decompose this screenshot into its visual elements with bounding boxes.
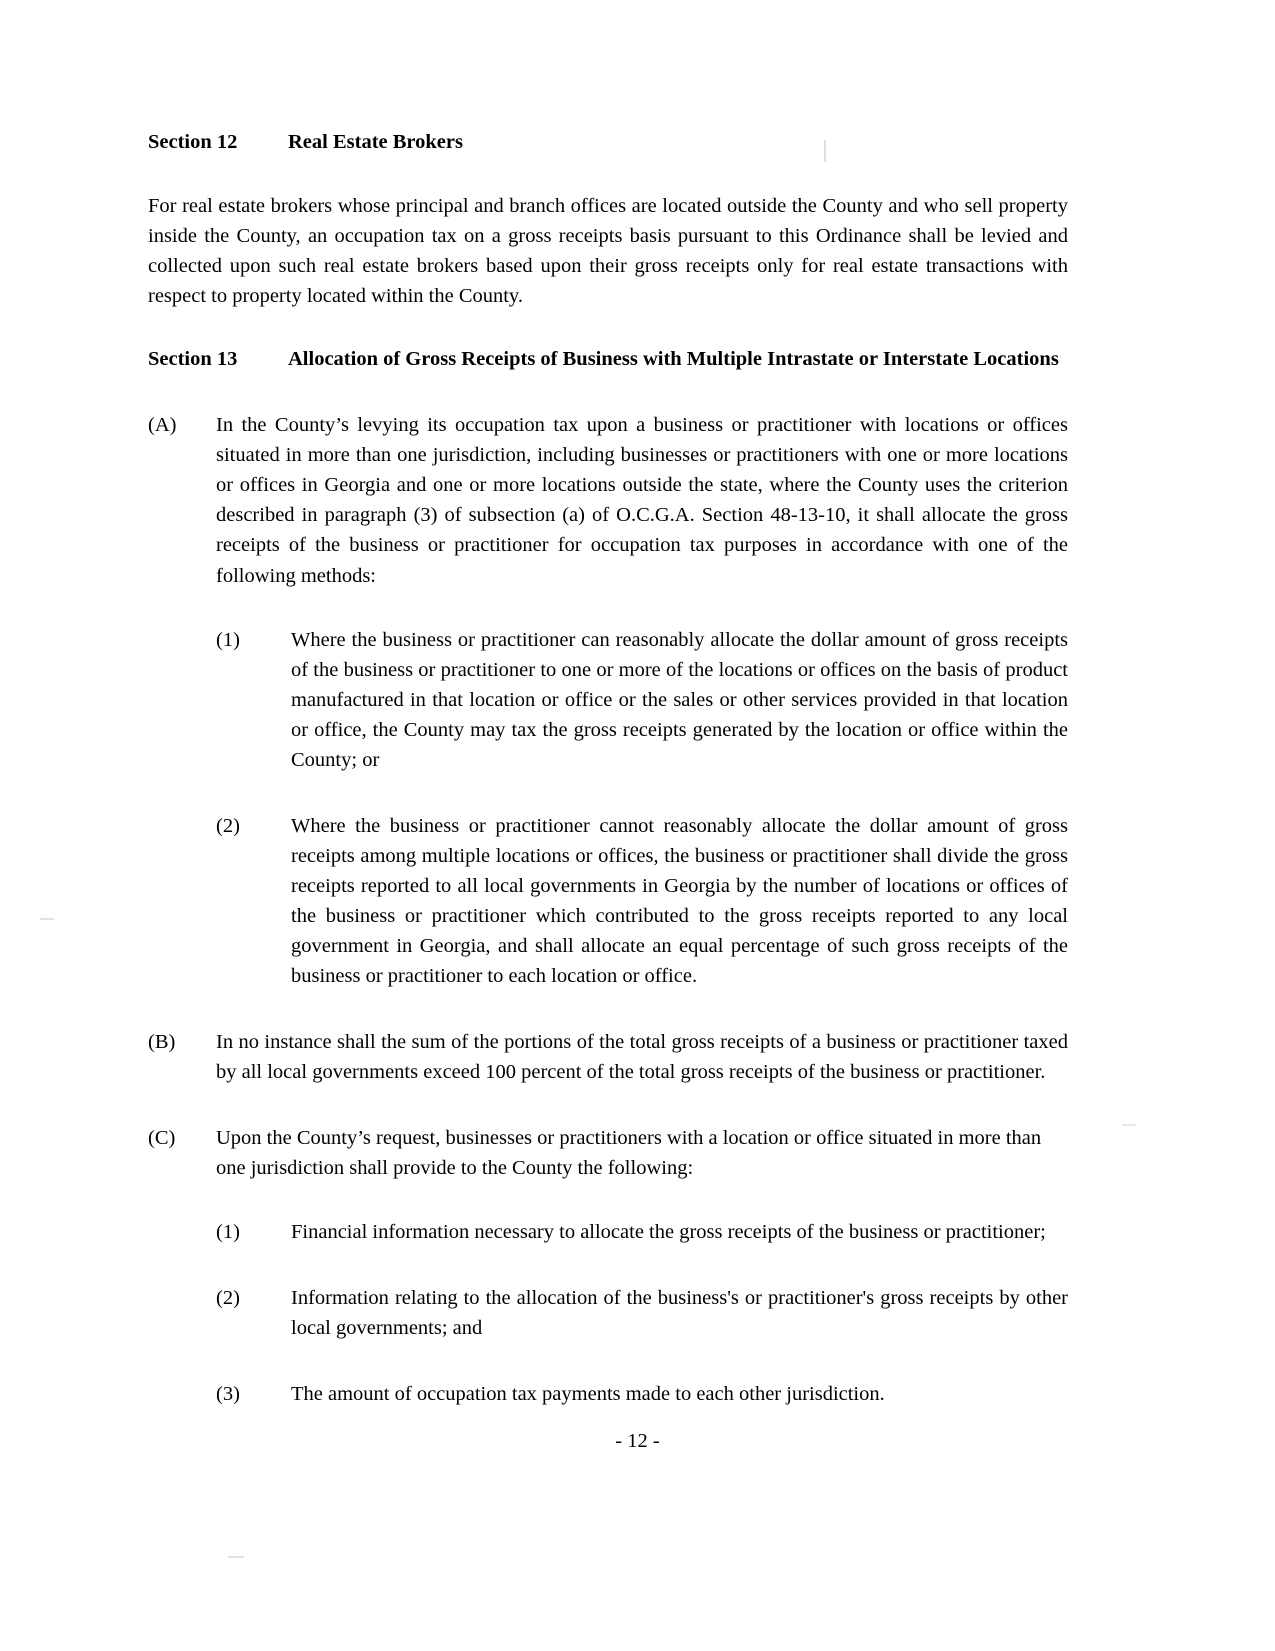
- subitem-marker: (3): [216, 1383, 240, 1406]
- subitem-marker: (1): [216, 628, 240, 651]
- section-13-label: Section 13: [148, 348, 238, 371]
- clause-b-marker: (B): [148, 1030, 176, 1053]
- subitem-text: Information relating to the allocation of the business's or practitioner's gross receipts by other local governments; and: [291, 1287, 1068, 1340]
- document-body: [148, 128, 1068, 1409]
- subitem-text: Where the business or practitioner cannot reasonably allocate the dollar amount of gross receipts among multiple locations or offices, the business or practitioner shall divide the gross receipts reported to all local governments in Georgia by the number of locations or offices of the business or practitioner which contributed to the gross receipts reported to any local government in Georgia, and shall allocate an equal percentage of such gross receipts of the business or practitioner to each location or office.: [291, 814, 1068, 987]
- subitem-text: Financial information necessary to allocate the gross receipts of the business or practitioner;: [291, 1221, 1046, 1243]
- clause-a-subitems: [216, 625, 1068, 991]
- subitem-marker: (2): [216, 1287, 240, 1310]
- subitem-marker: (1): [216, 1221, 240, 1243]
- list-item: [216, 625, 1068, 775]
- clause-c-marker: (C): [148, 1126, 176, 1149]
- clause-a-text: In the County’s levying its occupation tax upon a business or practitioner with locations or offices situated in more than one jurisdiction, including businesses or practitioners with one or more locations or offices in Georgia and one or more locations outside the state, where the County uses the criterion described in paragraph (3) of subsection (a) of O.C.G.A. Section 48-13-10, it shall allocate the gross receipts of the business or practitioner for occupation tax purposes in accordance with one of the following methods:: [216, 414, 1068, 587]
- clause-a-marker: (A): [148, 414, 177, 437]
- clause-c-text: Upon the County’s request, businesses or practitioners with a location or office situated in more than one jurisdiction shall provide to the County the following:: [216, 1126, 1042, 1179]
- scan-artifact: [228, 1556, 244, 1558]
- section-12-title: Real Estate Brokers: [288, 131, 463, 153]
- subitem-marker: (2): [216, 814, 240, 837]
- clause-b: [148, 1027, 1068, 1087]
- clause-c-subitems: [216, 1217, 1068, 1409]
- scan-artifact: [40, 918, 54, 920]
- list-item: [216, 811, 1068, 991]
- subitem-text: Where the business or practitioner can reasonably allocate the dollar amount of gross receipts of the business or practitioner to one or more of the locations or offices on the basis of product manufactured in that location or office or the sales or other services provided in that location or office, the County may tax the gross receipts generated by the location or office within the County; or: [291, 628, 1068, 771]
- list-item: [216, 1379, 1068, 1409]
- scan-artifact: [1122, 1124, 1136, 1126]
- section-heading-13: [148, 345, 1068, 374]
- clause-b-text: In no instance shall the sum of the portions of the total gross receipts of a business or practitioner taxed by all local governments exceed 100 percent of the total gross receipts of the business or practitioner.: [216, 1030, 1068, 1083]
- list-item: [216, 1217, 1068, 1247]
- subitem-text: The amount of occupation tax payments made to each other jurisdiction.: [291, 1383, 885, 1406]
- section-heading-12: [148, 128, 1068, 157]
- list-item: [216, 1283, 1068, 1343]
- section-12-label: Section 12: [148, 131, 238, 153]
- clause-c: [148, 1123, 1068, 1183]
- page-number: - 12 -: [615, 1430, 660, 1452]
- clause-a: [148, 410, 1068, 590]
- section-13-title: Allocation of Gross Receipts of Business with Multiple Intrastate or Interstate Locations: [288, 348, 1059, 371]
- section-12-paragraph: For real estate brokers whose principal and branch offices are located outside the County and who sell property inside the County, an occupation tax on a gross receipts basis pursuant to this Ordinance shall be levied and collected upon such real estate brokers based upon their gross receipts only for real estate transactions with respect to property located within the County.: [148, 195, 1068, 308]
